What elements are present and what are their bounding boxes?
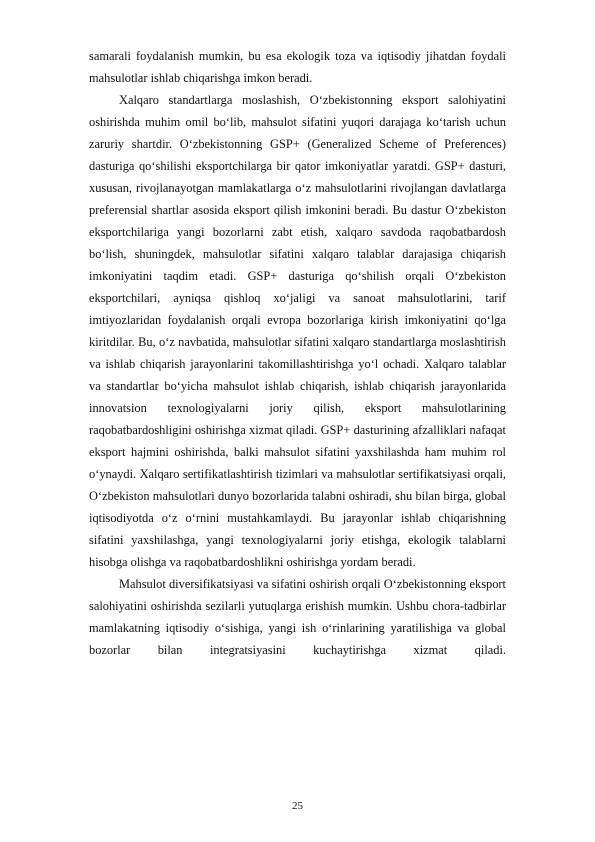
paragraph-standards: Xalqaro standartlarga moslashish, O‘zbekistonning eksport salohiyatini oshirishda muhim omil bo‘lib, mahsulot sifatini yuqori darajaga ko‘tarish uchun zaruriy shartdir. O‘zbekistonning GSP+ (Generalized Scheme of Preferences) dasturiga qo‘shilishi eksportchilarga bir qator imkoniyatlar yaratdi. GSP+ dasturi, xususan, rivojlanayotgan mamlakatlarga o‘z mahsulotlarini rivojlangan davlatlarga preferensial shartlar asosida eksport qilish imkonini beradi. Bu dastur O‘zbekiston eksportchilariga yangi bozorlarni zabt etish, xalqaro savdoda raqobatbardosh bo‘lish, shuningdek, mahsulotlar sifatini xalqaro talablar darajasiga chiqarish imkoniyatini taqdim etadi. GSP+ dasturiga qo‘shilish orqali O‘zbekiston eksportchilari, ayniqsa qishloq xo‘jaligi va sanoat mahsulotlarini, tarif imtiyozlaridan foydalanish orqali evropa bozorlariga kirish imkoniyatini qo‘lga kiritdilar. Bu, o‘z navbatida, mahsulotlar sifatini xalqaro standartlarga moslashtirish va ishlab chiqarish jarayonlarini takomillashtirishga yo‘l ochadi. Xalqaro talablar va standartlar bo‘yicha mahsulot ishlab chiqarish, ishlab chiqarish jarayonlarida innovatsion texnologiyalarni joriy qilish, eksport mahsulotlarining raqobatbardoshligini oshirishga xizmat qiladi. GSP+ dasturining afzalliklari nafaqat eksport hajmini oshirishda, balki mahsulot sifatini yaxshilashda ham muhim rol o‘ynaydi. Xalqaro sertifikatlashtirish tizimlari va mahsulotlar sertifikatsiyasi orqali, O‘zbekiston mahsulotlari dunyo bozorlarida talabni oshiradi, shu bilan birga, global iqtisodiyotda o‘z o‘rnini mustahkamlaydi. Bu jarayonlar ishlab chiqarishning sifatini yaxshilashga, yangi texnologiyalarni joriy etishga, ekologik talablarni hisobga olishga va raqobatbardoshlikni oshirishga yordam beradi.	[89, 93, 506, 569]
paragraph-diversification: Mahsulot diversifikatsiyasi va sifatini oshirish orqali O‘zbekistonning eksport salohiyatini oshirishda sezilarli yutuqlarga erishish mumkin. Ushbu chora-tadbirlar mamlakatning iqtisodiy o‘sishiga, yangi ish o‘rinlarining yaratilishiga va global bozorlar bilan integratsiyasini kuchaytirishga xizmat qiladi.	[89, 577, 506, 657]
page-number: 25	[292, 800, 303, 812]
paragraph-continuation: samarali foydalanish mumkin, bu esa ekologik toza va iqtisodiy jihatdan foydali mahsulotlar ishlab chiqarishga imkon beradi.	[89, 49, 506, 85]
body-text	[89, 45, 506, 661]
